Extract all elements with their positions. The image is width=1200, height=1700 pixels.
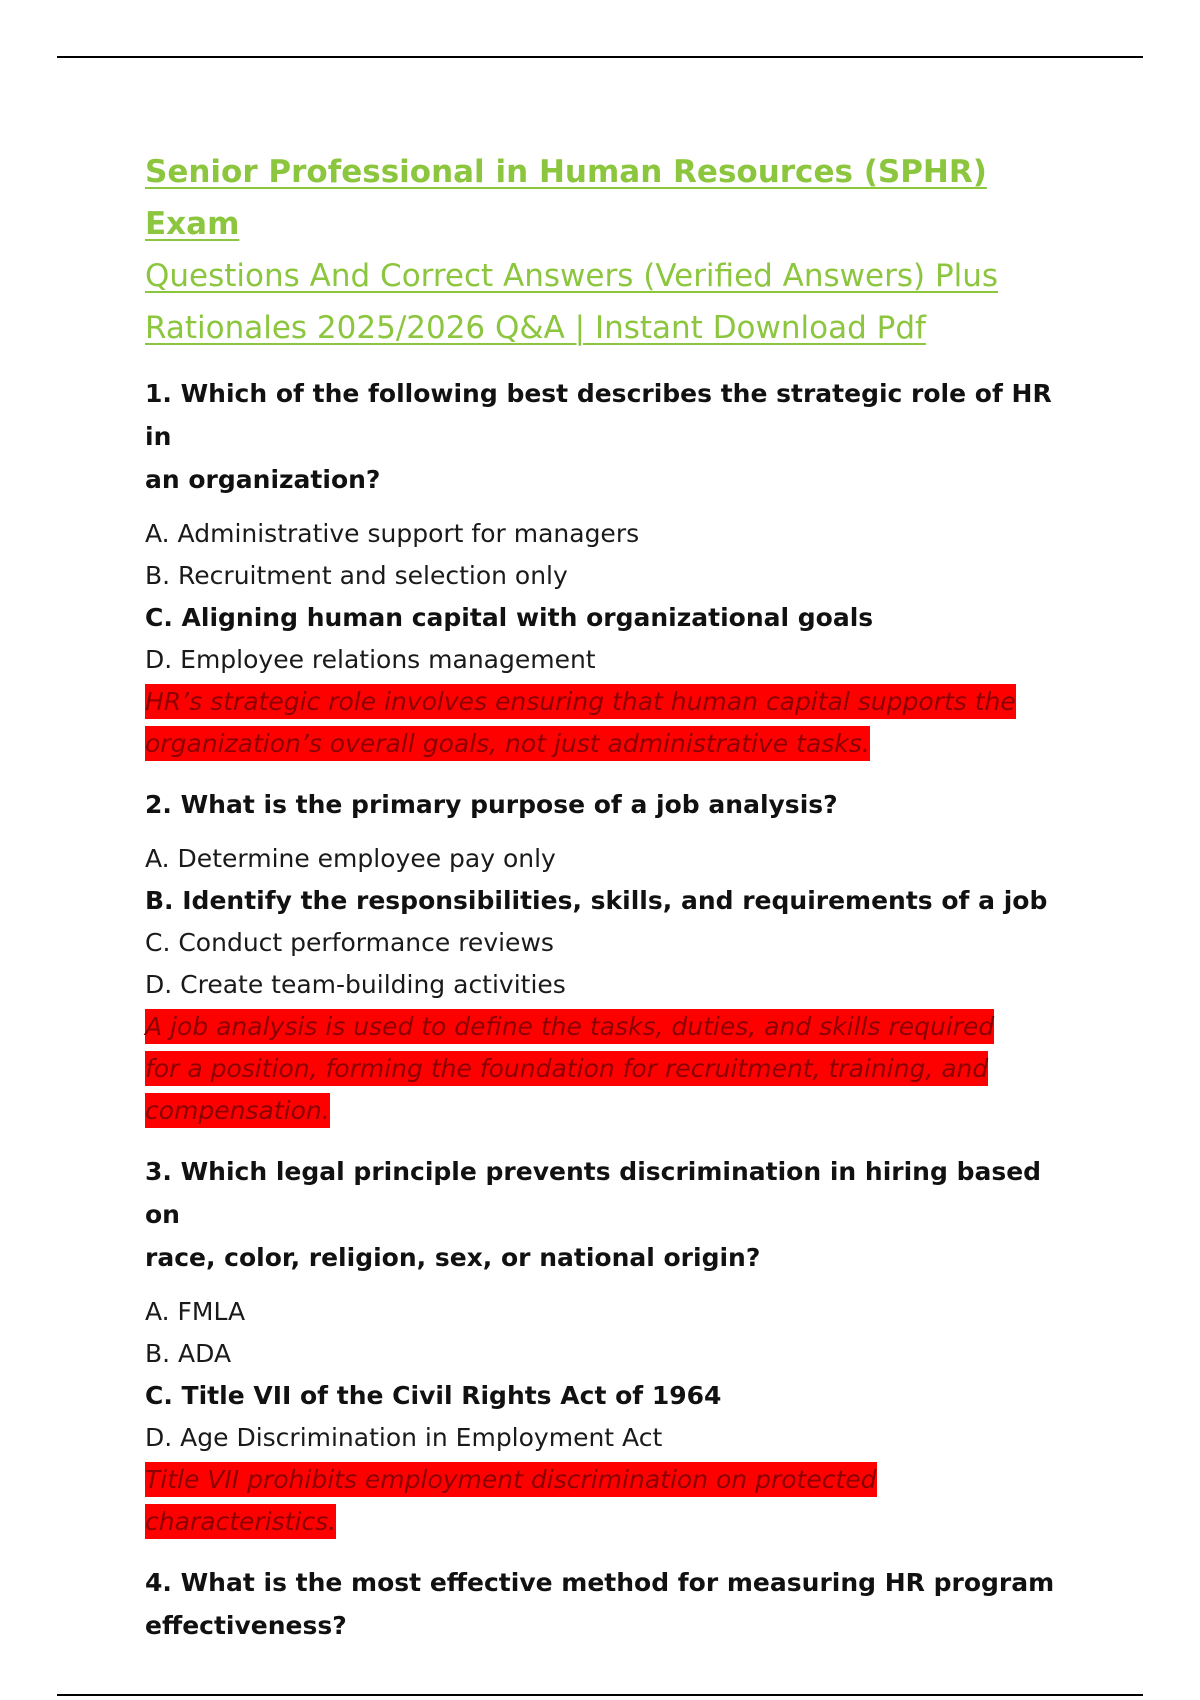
- question-1-rationale: [145, 681, 1075, 765]
- option-d: D. Create team-building activities: [145, 970, 566, 999]
- option-b-correct: B. Identify the responsibilities, skills, and requirements of a job: [145, 886, 1048, 915]
- bottom-rule: [57, 1694, 1143, 1696]
- rationale-line: characteristics.: [145, 1504, 336, 1539]
- option-c: C. Conduct performance reviews: [145, 928, 554, 957]
- rationale-line: HR’s strategic role involves ensuring that human capital supports the: [145, 684, 1016, 719]
- question-1-options: [145, 513, 1075, 681]
- option-c-correct: C. Title VII of the Civil Rights Act of 1964: [145, 1381, 722, 1410]
- question-2-rationale: [145, 1006, 1075, 1132]
- question-4: [145, 1561, 1075, 1647]
- question-1: [145, 372, 1075, 501]
- title-line: Rationales 2025/2026 Q&A | Instant Download Pdf: [145, 310, 926, 346]
- question-text: effectiveness?: [145, 1611, 347, 1640]
- option-c-correct: C. Aligning human capital with organizational goals: [145, 603, 874, 632]
- option-b: B. Recruitment and selection only: [145, 561, 568, 590]
- rationale-line: for a position, forming the foundation for recruitment, training, and: [145, 1051, 988, 1086]
- rationale-line: A job analysis is used to define the tasks, duties, and skills required: [145, 1009, 994, 1044]
- document-page: [145, 146, 1075, 1647]
- option-b: B. ADA: [145, 1339, 232, 1368]
- option-a: A. Determine employee pay only: [145, 844, 556, 873]
- question-text: an organization?: [145, 465, 381, 494]
- question-2: [145, 783, 1075, 826]
- title-line: Senior Professional in Human Resources (SPHR) Exam: [145, 154, 987, 242]
- top-rule: [57, 56, 1143, 58]
- rationale-line: organization’s overall goals, not just administrative tasks.: [145, 726, 870, 761]
- title-line: Questions And Correct Answers (Verified Answers) Plus: [145, 258, 999, 294]
- document-title: [145, 146, 1075, 354]
- question-3-rationale: [145, 1459, 1075, 1543]
- question-3: [145, 1150, 1075, 1279]
- option-d: D. Age Discrimination in Employment Act: [145, 1423, 663, 1452]
- rationale-line: Title VII prohibits employment discrimination on protected: [145, 1462, 877, 1497]
- option-d: D. Employee relations management: [145, 645, 596, 674]
- question-text: 1. Which of the following best describes the strategic role of HR in: [145, 379, 1052, 451]
- question-text: race, color, religion, sex, or national origin?: [145, 1243, 761, 1272]
- rationale-line: compensation.: [145, 1093, 330, 1128]
- option-a: A. Administrative support for managers: [145, 519, 640, 548]
- question-text: 4. What is the most effective method for measuring HR program: [145, 1568, 1055, 1597]
- question-text: 3. Which legal principle prevents discrimination in hiring based on: [145, 1157, 1042, 1229]
- option-a: A. FMLA: [145, 1297, 246, 1326]
- question-text: 2. What is the primary purpose of a job analysis?: [145, 790, 838, 819]
- question-2-options: [145, 838, 1075, 1006]
- question-3-options: [145, 1291, 1075, 1459]
